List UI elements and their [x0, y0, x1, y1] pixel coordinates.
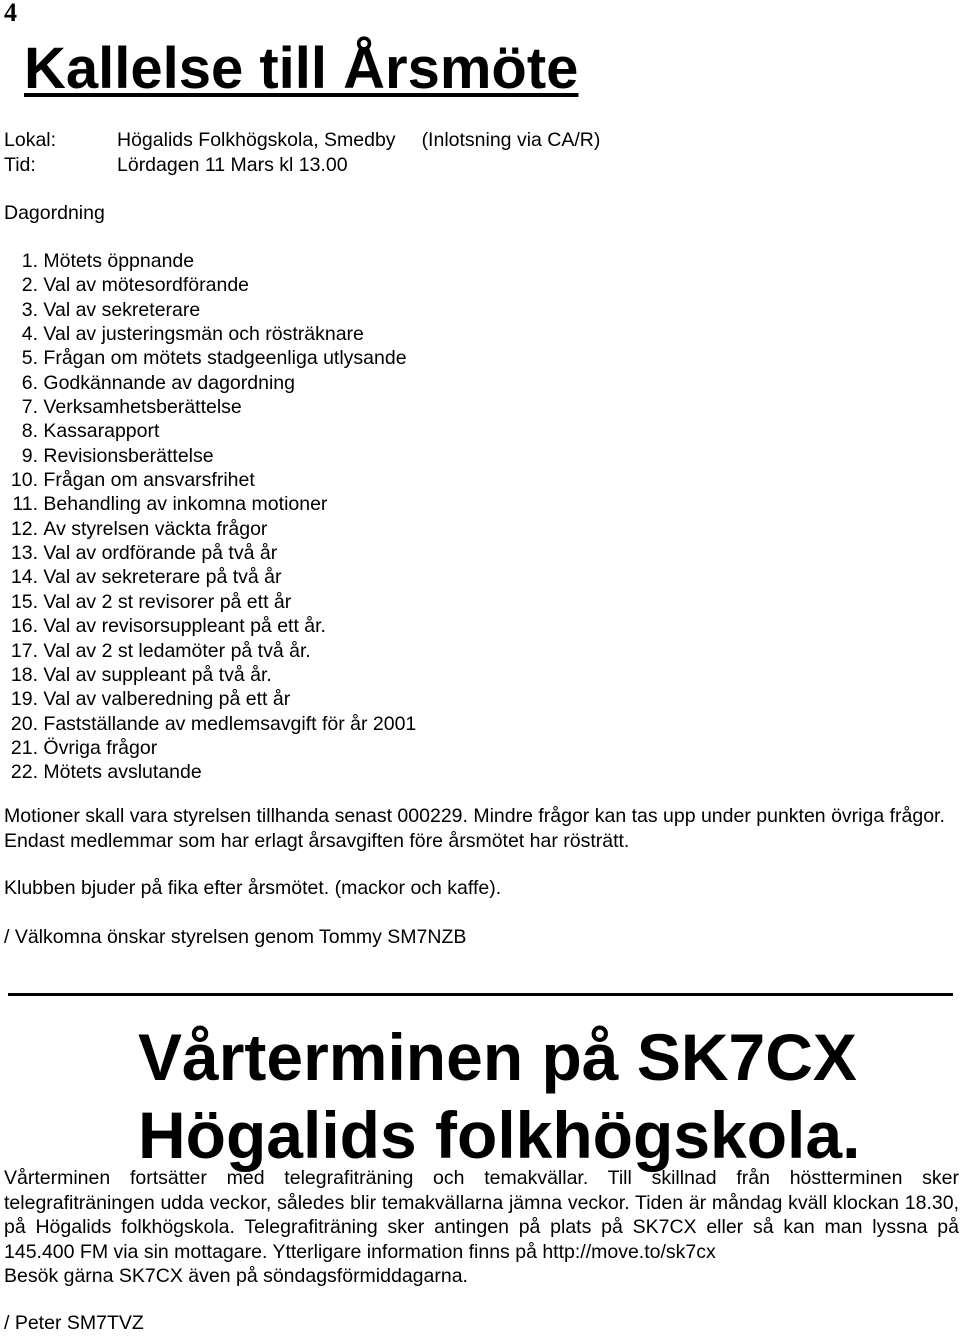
agenda-item-number: 1. [21, 250, 38, 272]
agenda-item-text: Val av 2 st revisorer på ett år [43, 590, 292, 613]
agenda-item-number: 19. [10, 688, 38, 711]
agenda-item-number: 6. [21, 371, 38, 394]
agenda-item [4, 346, 416, 370]
agenda-item [4, 736, 416, 760]
coffee-paragraph: Klubben bjuder på fika efter årsmötet. (mackor och kaffe). [4, 877, 502, 899]
spring-term-paragraph: Vårterminen fortsätter med telegrafiträning och temakvällar. Till skillnad från höstterminen sker telegrafiträningen udda veckor, således blir temakvällarna jämna veckor. Tiden är måndag kväll klockan 18.30, på Högalids folkhögskola. Telegrafiträning sker antingen på plats på SK7CX eller så kan man lyssna på 145.400 FM via sin mottagare. Ytterligare information finns på http://move.to/sk7cx [4, 1167, 959, 1263]
agenda-item-number: 7. [21, 396, 38, 419]
agenda-item [4, 760, 416, 784]
meeting-info [4, 128, 600, 177]
agenda-item-text: Val av suppleant på två år. [43, 663, 272, 686]
agenda-item-number: 16. [10, 615, 38, 638]
agenda-item-text: Mötets öppnande [43, 250, 195, 272]
agenda-item [4, 395, 416, 419]
visit-paragraph: Besök gärna SK7CX även på söndagsförmiddagarna. [4, 1265, 468, 1287]
location-row [4, 128, 600, 153]
agenda-item-text: Godkännande av dagordning [43, 371, 295, 394]
agenda-item [4, 639, 416, 663]
agenda-item [4, 614, 416, 638]
agenda-item-text: Av styrelsen väckta frågor [43, 517, 268, 540]
page-number: 4 [4, 0, 17, 27]
agenda-item [4, 468, 416, 492]
agenda-item [4, 590, 416, 614]
agenda-item [4, 444, 416, 468]
time-label: Tid: [4, 153, 36, 176]
agenda-item-number: 20. [10, 712, 38, 735]
agenda-item-number: 10. [10, 469, 38, 492]
agenda-item-text: Verksamhetsberättelse [43, 396, 242, 419]
section-title-line-2: Högalids folkhögskola. [138, 1098, 861, 1172]
agenda-item-text: Val av justeringsmän och rösträknare [43, 323, 364, 346]
agenda-list [4, 249, 416, 785]
location-value: Högalids Folkhögskola, Smedby [117, 129, 396, 151]
spring-term-section [4, 1166, 959, 1289]
location-label: Lokal: [4, 129, 57, 151]
agenda-item-text: Revisionsberättelse [43, 444, 214, 467]
agenda-item-number: 9. [21, 444, 38, 467]
agenda-item [4, 273, 416, 297]
agenda-item-number: 15. [10, 590, 38, 613]
agenda-item-number: 2. [21, 274, 38, 297]
agenda-item-number: 21. [10, 736, 38, 759]
agenda-item-text: Övriga frågor [43, 736, 158, 759]
agenda-item-text: Frågan om mötets stadgeenliga utlysande [43, 347, 407, 370]
agenda-item-text: Val av valberedning på ett år [43, 688, 291, 711]
agenda-heading: Dagordning [4, 202, 105, 224]
agenda-item-text: Kassarapport [43, 420, 160, 443]
agenda-item-number: 12. [10, 517, 38, 540]
page-title: Kallelse till Årsmöte [24, 36, 579, 101]
agenda-item [4, 565, 416, 589]
agenda-item [4, 298, 416, 322]
agenda-item-text: Val av ordförande på två år [43, 542, 278, 565]
agenda-item-number: 8. [21, 420, 38, 443]
agenda-item [4, 249, 416, 273]
agenda-item-text: Frågan om ansvarsfrihet [43, 469, 255, 492]
agenda-item-text: Val av 2 st ledamöter på två år. [43, 639, 311, 662]
motions-paragraph: Motioner skall vara styrelsen tillhanda senast 000229. Mindre frågor kan tas upp under punkten övriga frågor. Endast medlemmar som har erlagt årsavgiften före årsmötet har rösträtt. [4, 805, 945, 852]
agenda-item-number: 22. [10, 761, 38, 784]
section-title-line-1: Vårterminen på SK7CX [138, 1020, 857, 1094]
agenda-item [4, 419, 416, 443]
agenda-item-number: 5. [21, 347, 38, 370]
agenda-item-number: 18. [10, 663, 38, 686]
agenda-item [4, 517, 416, 541]
agenda-item-number: 3. [21, 298, 38, 321]
agenda-item-number: 17. [10, 639, 38, 662]
agenda-item [4, 492, 416, 516]
time-value: Lördagen 11 Mars kl 13.00 [117, 153, 348, 176]
agenda-item [4, 712, 416, 736]
agenda-item-number: 14. [10, 566, 38, 589]
agenda-item-text: Val av revisorsuppleant på ett år. [43, 615, 326, 638]
agenda-item [4, 322, 416, 346]
agenda-item-text: Val av sekreterare [43, 298, 201, 321]
author-signature: / Peter SM7TVZ [4, 1312, 144, 1334]
agenda-item-text: Mötets avslutande [43, 761, 202, 784]
agenda-item [4, 687, 416, 711]
agenda-item-text: Val av mötesordförande [43, 274, 250, 297]
agenda-item-text: Val av sekreterare på två år [43, 566, 282, 589]
agenda-item [4, 541, 416, 565]
welcome-signature: / Välkomna önskar styrelsen genom Tommy SM7NZB [4, 926, 467, 948]
agenda-item-text: Behandling av inkomna motioner [43, 493, 328, 516]
location-note: (Inlotsning via CA/R) [421, 129, 601, 151]
agenda-item [4, 371, 416, 395]
agenda-item-number: 13. [10, 542, 38, 565]
time-row [4, 153, 600, 178]
agenda-item-number: 11. [12, 493, 38, 516]
agenda-item-text: Fastställande av medlemsavgift för år 2001 [43, 712, 417, 735]
agenda-item [4, 663, 416, 687]
agenda-item-number: 4. [21, 323, 38, 346]
section-title [138, 1018, 860, 1174]
section-divider [8, 993, 953, 996]
